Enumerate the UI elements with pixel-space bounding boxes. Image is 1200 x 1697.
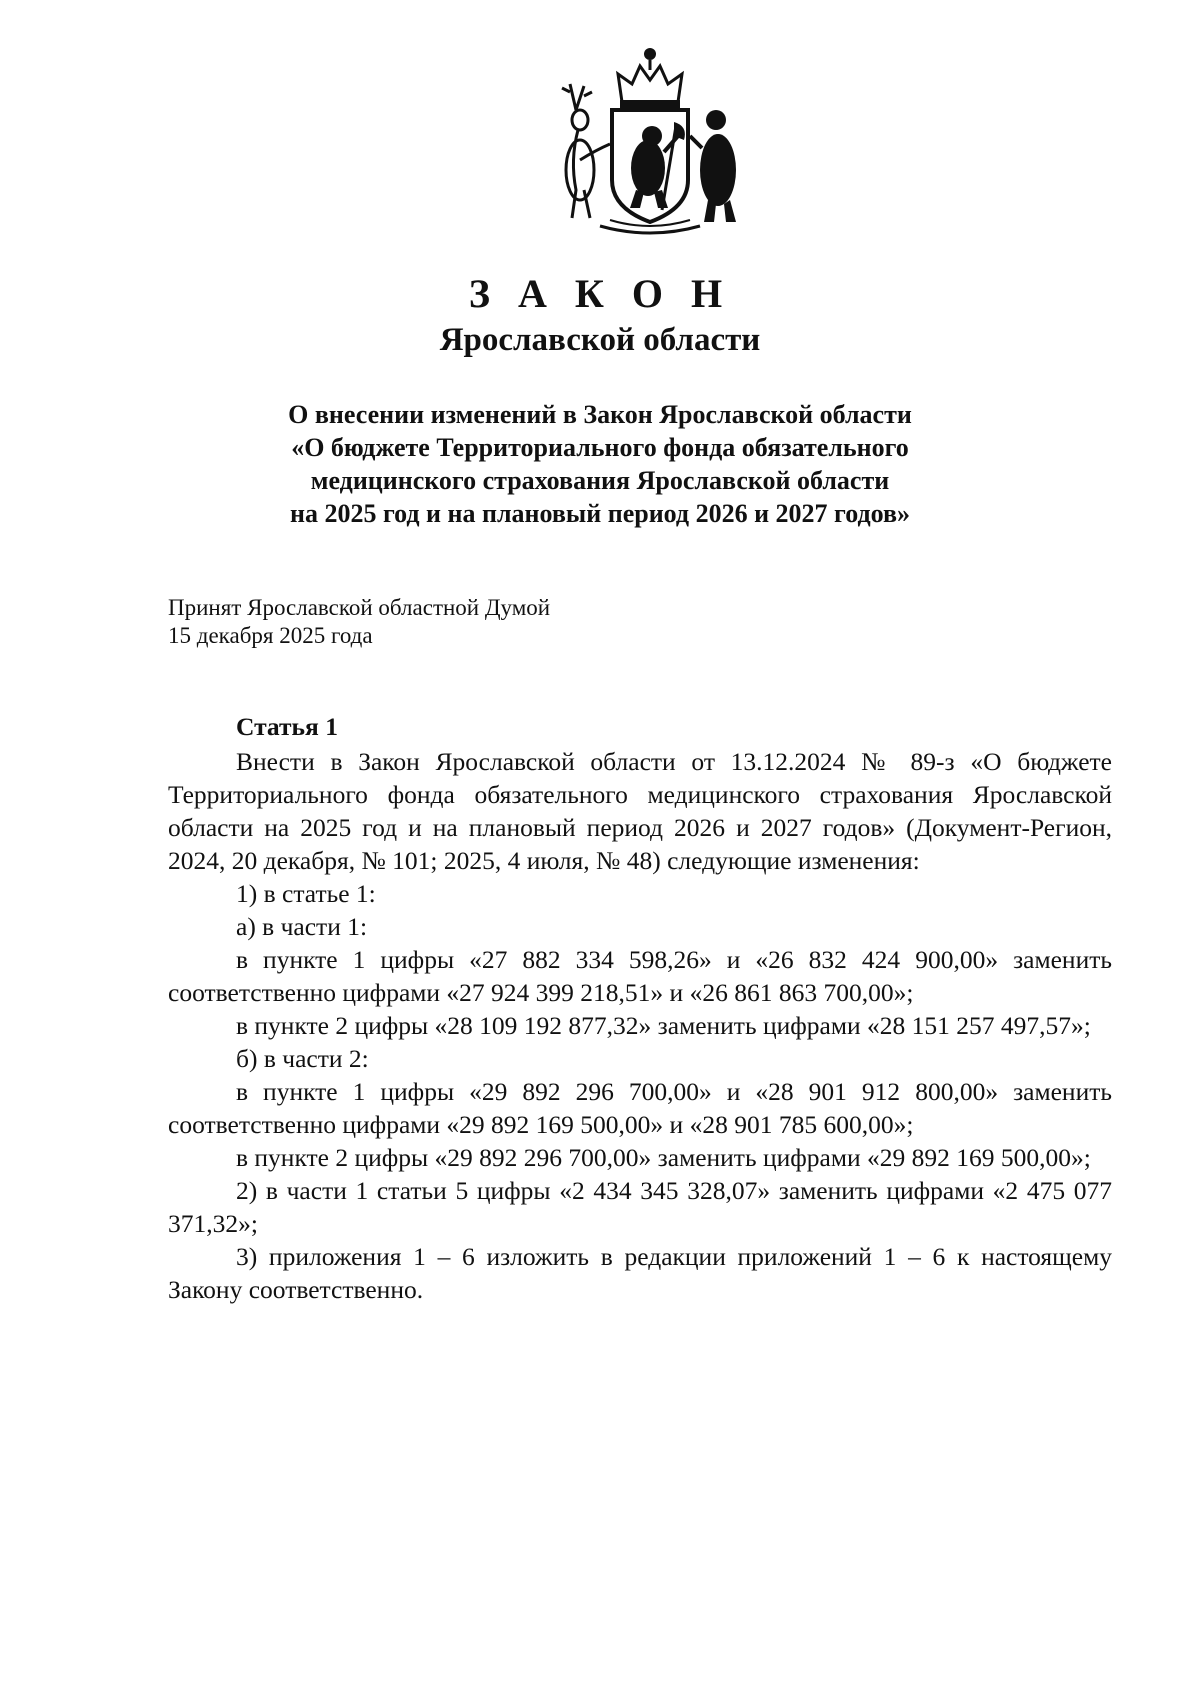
adoption-date: 15 декабря 2025 года — [168, 623, 373, 648]
law-name-line: на 2025 год и на плановый период 2026 и 2027 годов» — [289, 499, 911, 528]
yaroslavl-coat-of-arms-icon — [540, 40, 760, 240]
article-1 — [168, 710, 1112, 1306]
law-name-line: О внесении изменений в Закон Ярославской области — [288, 400, 912, 429]
list-item: 2) в части 1 статьи 5 цифры «2 434 345 328,07» заменить цифрами «2 475 077 371,32»; — [168, 1176, 1112, 1238]
document-subtitle: Ярославской области — [439, 322, 761, 358]
list-item: в пункте 1 цифры «29 892 296 700,00» и «28 901 912 800,00» заменить соответственно цифрами «29 892 169 500,00» и «28 901 785 600,00»; — [168, 1077, 1112, 1139]
list-item: в пункте 2 цифры «29 892 296 700,00» заменить цифрами «29 892 169 500,00»; — [236, 1143, 1091, 1172]
article-heading: Статья 1 — [236, 712, 338, 741]
document-title: З А К О Н — [468, 271, 732, 316]
law-name-line: медицинского страхования Ярославской области — [310, 466, 890, 495]
list-item: 3) приложения 1 – 6 изложить в редакции приложений 1 – 6 к настоящему Закону соответственно. — [168, 1242, 1112, 1304]
article-intro-paragraph: Внести в Закон Ярославской области от 13.12.2024 № 89-з «О бюджете Территориального фонда обязательного медицинского страхования Ярославской области на 2025 год и на плановый период 2026 и 2027 годов» (Документ-Регион, 2024, 20 декабря, № 101; 2025, 4 июля, № 48) следующие изменения: — [168, 747, 1112, 875]
adopted-by-line: Принят Ярославской областной Думой — [168, 595, 551, 620]
list-item: 1) в статье 1: — [236, 879, 376, 908]
law-name-line: «О бюджете Территориального фонда обязательного — [291, 433, 909, 462]
list-item: а) в части 1: — [236, 912, 368, 941]
list-item: в пункте 1 цифры «27 882 334 598,26» и «26 832 424 900,00» заменить соответственно цифрами «27 924 399 218,51» и «26 861 863 700,00»; — [168, 945, 1112, 1007]
list-item: в пункте 2 цифры «28 109 192 877,32» заменить цифрами «28 151 257 497,57»; — [236, 1011, 1091, 1040]
law-name — [0, 398, 1200, 530]
adoption-note — [168, 594, 550, 650]
list-item: б) в части 2: — [236, 1044, 369, 1073]
